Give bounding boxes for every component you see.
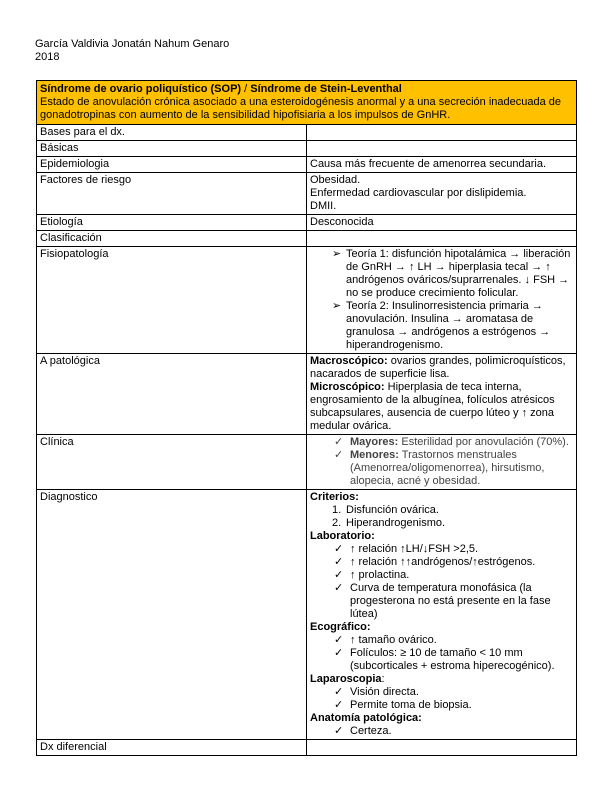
row-basicas: [37, 141, 577, 157]
list-item: [310, 449, 573, 488]
laparoscopia-list: [310, 686, 573, 712]
check-icon: ✓: [334, 634, 344, 646]
clinica-list: [310, 436, 573, 488]
check-icon: ✓: [334, 725, 344, 737]
row-epidemiologia: [37, 157, 577, 173]
label-apatologica: A patológica: [37, 354, 307, 435]
list-item: [310, 248, 573, 300]
check-icon: ✓: [334, 556, 344, 568]
list-item: [310, 634, 573, 647]
label-clinica: Clínica: [37, 435, 307, 490]
row-diagnostico: [37, 490, 577, 740]
list-item: [310, 436, 573, 449]
check-icon: ✓: [334, 436, 344, 448]
macro-label: Macroscópico:: [310, 355, 388, 367]
title-rest: Síndrome de Stein-Leventhal: [250, 83, 402, 95]
header-title: [40, 83, 573, 96]
list-number: 1.: [332, 504, 342, 516]
lab-text: ↑ prolactina.: [350, 569, 410, 581]
micro-label: Microscópico:: [310, 381, 385, 393]
mayores-label: Mayores:: [350, 436, 399, 448]
lab-text: ↑ relación ↑↑andrógenos/↑estrógenos.: [350, 556, 536, 568]
arrow-bullet-icon: ➢: [332, 248, 342, 260]
list-item: [310, 686, 573, 699]
macro-value: ovarios grandes, polimicroquísticos, nacarados de superficie lisa.: [310, 355, 566, 380]
value-fisiopatologia: [307, 247, 577, 354]
row-fisiopatologia: [37, 247, 577, 354]
author-name: García Valdivia Jonatán Nahum Genaro: [35, 38, 230, 50]
label-epidemiologia: Epidemiologia: [37, 157, 307, 173]
list-item: [310, 569, 573, 582]
lap-text: Permite toma de biopsia.: [350, 699, 472, 711]
laparoscopia-label: Laparoscopia: [310, 673, 382, 685]
value-etiologia: Desconocida: [307, 215, 577, 231]
micro-value: Hiperplasia de teca interna, engrosamiento de la albugínea, folículos atrésicos subcapsulares, ausencia de cuerpo lúteo y ↑ zona medular ovárica.: [310, 381, 555, 432]
laboratorio-heading: Laboratorio:: [310, 530, 375, 542]
riesgo-item: Enfermedad cardiovascular por dislipidemia.: [310, 187, 527, 199]
header-definition: Estado de anovulación crónica asociado a una esteroidogénesis anormal y a una secreción inadecuada de gonadotropinas con aumento de la sensibilidad hipofisiaria a los impulsos de GnHR.: [40, 96, 562, 121]
author-block: [35, 38, 229, 64]
row-apatologica: [37, 354, 577, 435]
value-basicas: [307, 141, 577, 157]
micro-text: [310, 381, 573, 433]
list-item: [310, 517, 573, 530]
label-diagnostico: Diagnostico: [37, 490, 307, 740]
laparoscopia-colon: :: [381, 673, 385, 685]
list-item: [310, 543, 573, 556]
riesgo-item: Obesidad.: [310, 174, 361, 186]
label-dxdif: Dx diferencial: [37, 740, 307, 756]
menores-label: Menores:: [350, 449, 399, 461]
check-icon: ✓: [334, 582, 344, 594]
label-riesgo: Factores de riesgo: [37, 173, 307, 215]
criterio-text: Disfunción ovárica.: [346, 504, 439, 516]
title-bold: Síndrome de ovario poliquístico (SOP): [40, 83, 242, 95]
check-icon: ✓: [334, 686, 344, 698]
header-cell: [37, 81, 577, 125]
anatomia-list: [310, 725, 573, 738]
check-icon: ✓: [334, 647, 344, 659]
arrow-bullet-icon: ➢: [332, 300, 342, 312]
anat-text: Certeza.: [350, 725, 392, 737]
list-number: 2.: [332, 517, 342, 529]
laboratorio-list: [310, 543, 573, 621]
row-bases: [37, 125, 577, 141]
list-item: [310, 699, 573, 712]
macro-text: [310, 355, 573, 381]
author-year: 2018: [35, 51, 60, 63]
header-row: [37, 81, 577, 125]
label-clasificacion: Clasificación: [37, 231, 307, 247]
lab-text: Curva de temperatura monofásica (la progesterona no está presente en la fase lútea): [350, 582, 551, 620]
laparoscopia-heading: [310, 673, 573, 686]
value-clinica: [307, 435, 577, 490]
eco-text: ↑ tamaño ovárico.: [350, 634, 437, 646]
lab-text: ↑ relación ↑LH/↓FSH >2,5.: [350, 543, 479, 555]
list-item: [310, 300, 573, 352]
value-diagnostico: [307, 490, 577, 740]
title-sep: /: [241, 83, 251, 95]
criterios-heading: Criterios:: [310, 491, 359, 503]
value-dxdif: [307, 740, 577, 756]
label-etiologia: Etiología: [37, 215, 307, 231]
list-item: [310, 556, 573, 569]
criterio-text: Hiperandrogenismo.: [346, 517, 446, 529]
row-riesgo: [37, 173, 577, 215]
anatomia-heading: Anatomía patológica:: [310, 712, 422, 724]
list-item: [310, 647, 573, 673]
fisio-theory-1: Teoría 1: disfunción hipotalámica → liberación de GnRH → ↑ LH → hiperplasia tecal → ↑ andrógenos ováricos/suprarrenales. ↓ FSH → no se produce crecimiento folicular.: [346, 248, 571, 299]
row-dxdif: [37, 740, 577, 756]
riesgo-item: DMII.: [310, 200, 337, 212]
value-epidemiologia: Causa más frecuente de amenorrea secundaria.: [307, 157, 577, 173]
list-item: [310, 725, 573, 738]
value-apatologica: [307, 354, 577, 435]
row-etiologia: [37, 215, 577, 231]
check-icon: ✓: [334, 569, 344, 581]
row-clinica: [37, 435, 577, 490]
ecografico-list: [310, 634, 573, 673]
fisio-theory-2: Teoría 2: Insulinorresistencia primaria → anovulación. Insulina → aromatasa de granulosa → andrógenos a estrógenos → hiperandrogenismo.: [346, 300, 551, 351]
value-clasificacion: [307, 231, 577, 247]
criterios-list: [310, 504, 573, 530]
fisiopatologia-list: [310, 248, 573, 352]
lap-text: Visión directa.: [350, 686, 419, 698]
label-basicas: Básicas: [37, 141, 307, 157]
eco-text: Folículos: ≥ 10 de tamaño < 10 mm (subcorticales + estroma hiperecogénico).: [350, 647, 555, 672]
check-icon: ✓: [334, 699, 344, 711]
check-icon: ✓: [334, 449, 344, 461]
value-riesgo: [307, 173, 577, 215]
value-bases: [307, 125, 577, 141]
list-item: [310, 582, 573, 621]
ecografico-heading: Ecográfico:: [310, 621, 371, 633]
row-clasificacion: [37, 231, 577, 247]
list-item: [310, 504, 573, 517]
summary-table: [36, 80, 577, 756]
label-bases: Bases para el dx.: [37, 125, 307, 141]
check-icon: ✓: [334, 543, 344, 555]
mayores-value: Esterilidad por anovulación (70%).: [398, 436, 569, 448]
menores-value: Trastornos menstruales (Amenorrea/oligomenorrea), hirsutismo, alopecia, acné y obesidad.: [350, 449, 545, 487]
label-fisiopatologia: Fisiopatología: [37, 247, 307, 354]
